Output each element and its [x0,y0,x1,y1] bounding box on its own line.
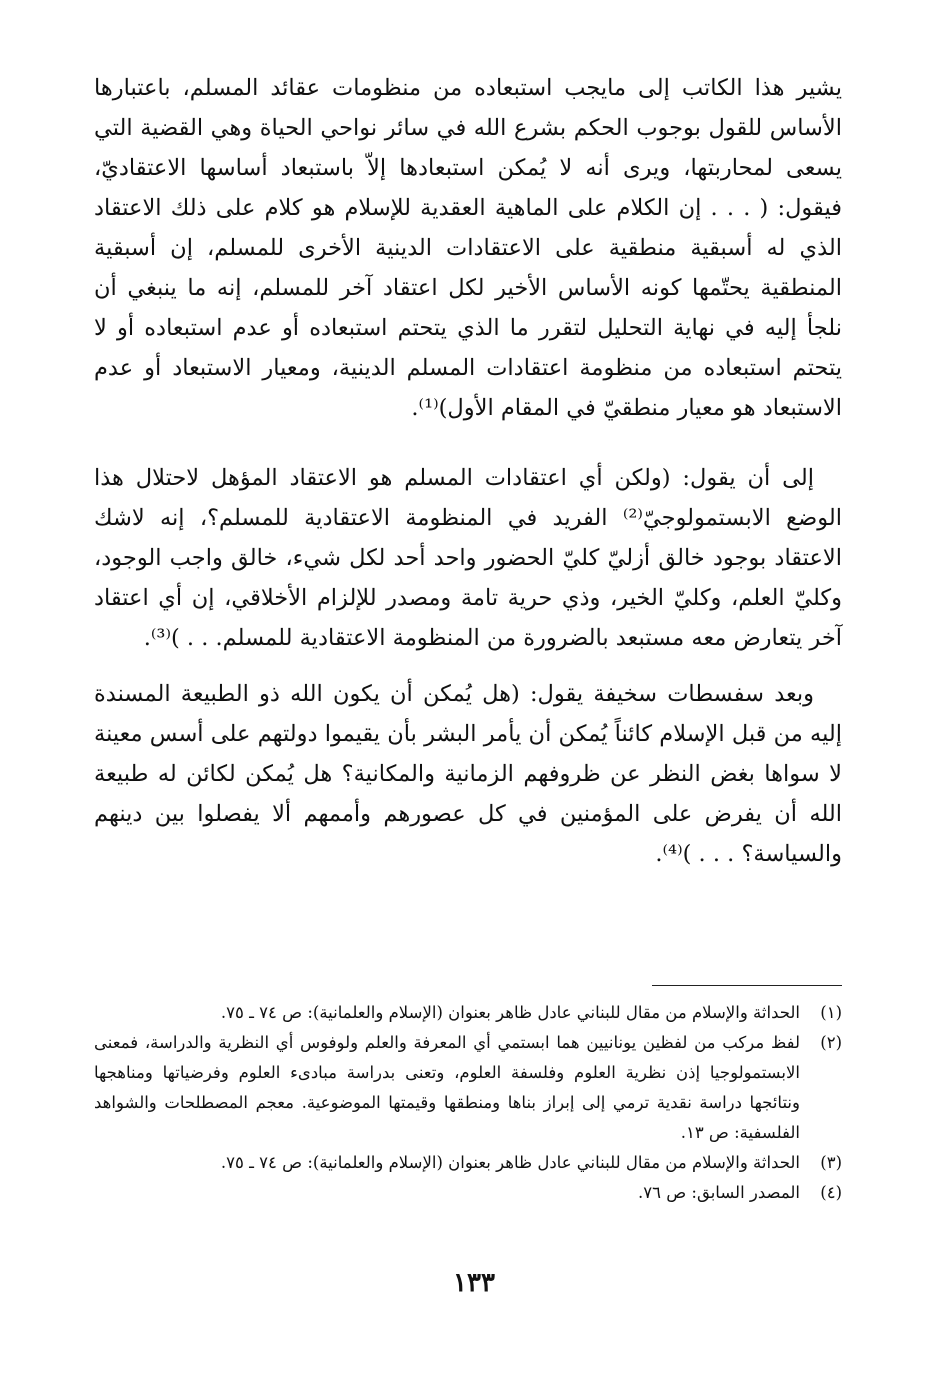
footnote-number: (٣) [820,1153,842,1172]
footnote-number: (٢) [820,1033,842,1052]
footnote-3 [94,1148,842,1178]
footnotes [94,998,842,1208]
footnote-1 [94,998,842,1028]
paragraph-3: وبعد سفسطات سخيفة يقول: (هل يُمكن أن يكون الله ذو الطبيعة المسندة إليه من قبل الإسلام كائناً يُمكن أن يأمر البشر بأن يقيموا دولتهم على أسس معينة لا سواها بغض النظر عن ظروفهم الزمانية والمكانية؟ هل يُمكن لكائن له طبيعة الله أن يفرض على المؤمنين في كل عصورهم وأممهم ألا يفصلوا بين دينهم والسياسة؟ . . . )⁽⁴⁾. [94,681,842,867]
paragraph-2: إلى أن يقول: (ولكن أي اعتقادات المسلم هو الاعتقاد المؤهل لاحتلال هذا الوضع الابستمولوجيّ⁽²⁾ الفريد في المنظومة الاعتقادية للمسلم؟، إنه لاشك الاعتقاد بوجود خالق أزليّ كليّ الحضور واحد أحد لكل شيء، خالق واجب الوجود، وكليّ العلم، وكليّ الخير، وذي حرية تامة ومصدر للإلزام الأخلاقي، إن أي اعتقاد آخر يتعارض معه مستبعد بالضرورة من المنظومة الاعتقادية للمسلم. . . )⁽³⁾. [94,465,842,651]
footnote-separator [652,985,842,986]
paragraph-1: يشير هذا الكاتب إلى مايجب استبعاده من منظومات عقائد المسلم، باعتبارها الأساس للقول بوجوب الحكم بشرع الله في سائر نواحي الحياة وهي القضية التي يسعى لمحاربتها، ويرى أنه لا يُمكن استبعادها إلاّ باستبعاد أساسها الاعتقاديّ، فيقول: ( . . . إن الكلام على الماهية العقدية للإسلام هو كلام على ذلك الاعتقاد الذي له أسبقية منطقية على الاعتقادات الدينية الأخرى للمسلم، إن أسبقية المنطقية يحتّمها كونه الأساس الأخير لكل اعتقاد آخر للمسلم، إنه ما ينبغي أن نلجأ إليه في نهاية التحليل لتقرر ما الذي يتحتم استبعاده أو عدم استبعاده أو لا يتحتم استبعاده من منظومة اعتقادات المسلم الدينية، ومعيار الاستبعاد أو عدم الاستبعاد هو معيار منطقيّ في المقام الأول)⁽¹⁾. [94,75,842,421]
footnote-text: الحداثة والإسلام من مقال للبناني عادل ظاهر بعنوان (الإسلام والعلمانية): ص ٧٤ ـ ٧٥. [220,1003,800,1022]
footnote-number: (١) [820,1003,842,1022]
footnote-number: (٤) [820,1183,842,1202]
page-number: ١٣٣ [453,1268,495,1298]
footnote-text: لفظ مركب من لفظين يونانيين هما ابستمي أي المعرفة والعلم ولوفوس أي النظرية والدراسة، فمعنى الابستمولوجيا إذن نظرية العلوم وفلسفة العلوم، وتعنى بدراسة مبادىء العلوم وفرضياتها ومناهجها ونتائجها دراسة نقدية ترمي إلى إبراز بناها ومنطقها وقيمتها الموضوعية. معجم المصطلحات والشواهد الفلسفية: ص ١٣. [94,1033,800,1142]
footnote-text: الحداثة والإسلام من مقال للبناني عادل ظاهر بعنوان (الإسلام والعلمانية): ص ٧٤ ـ ٧٥. [220,1153,800,1172]
footnote-2 [94,1028,842,1148]
main-text [94,68,842,874]
footnote-4 [94,1178,842,1208]
footnote-text: المصدر السابق: ص ٧٦. [637,1183,800,1202]
